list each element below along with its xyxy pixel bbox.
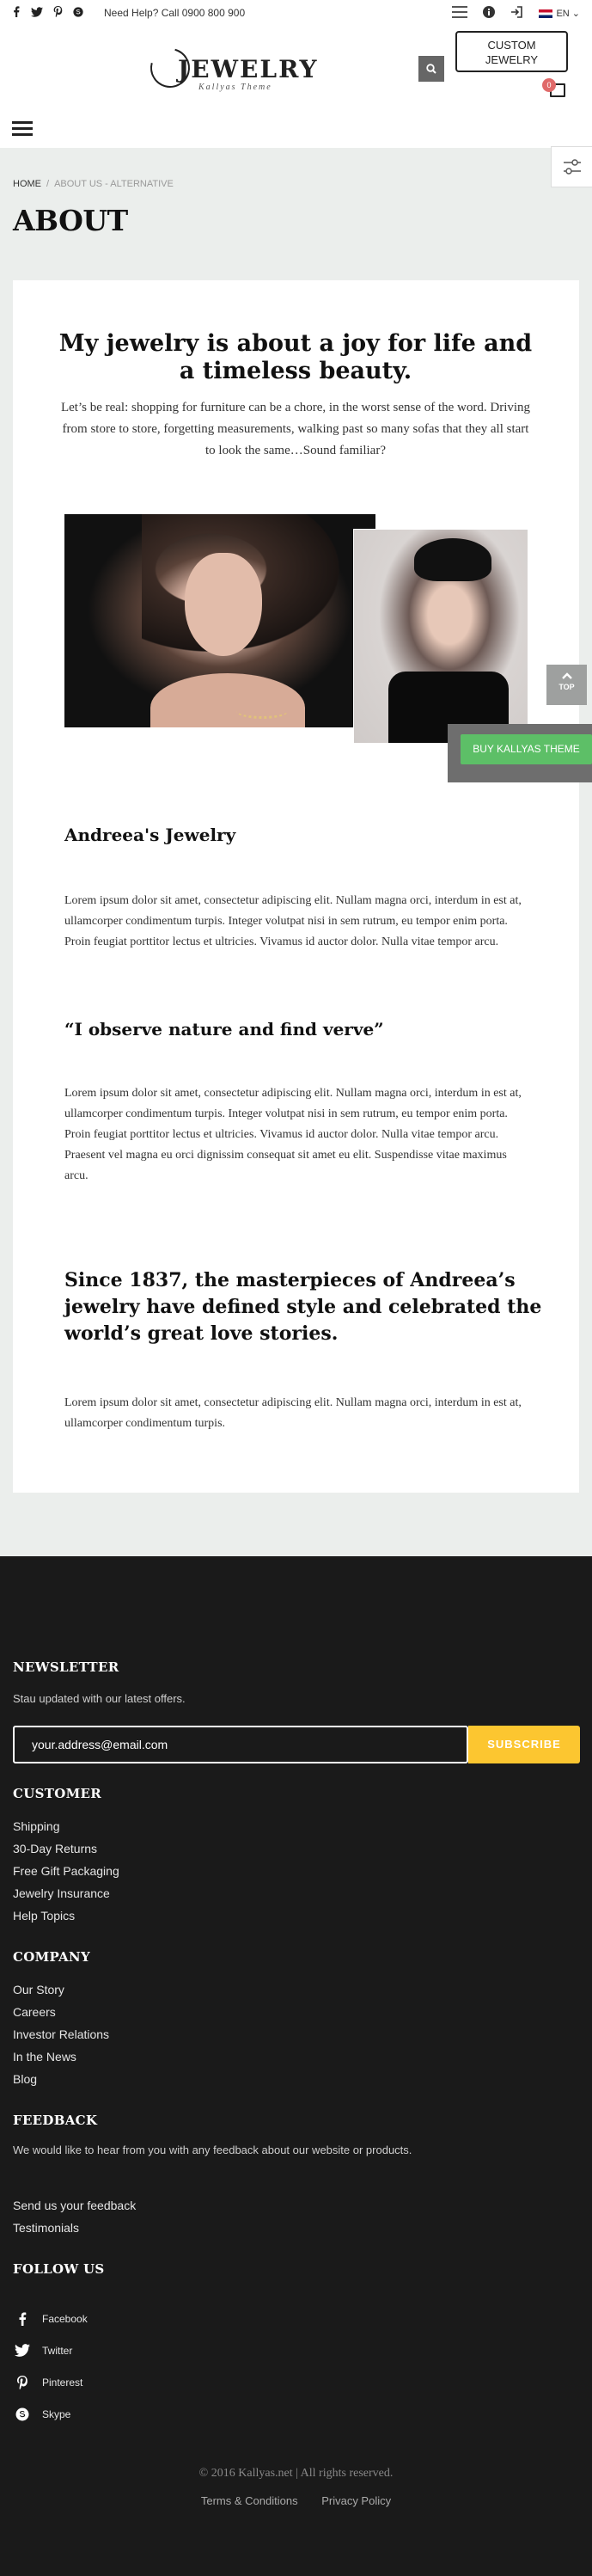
back-to-top-button[interactable]: TOP (546, 665, 587, 705)
section-text-2: Lorem ipsum dolor sit amet, consectetur adipiscing elit. Nullam magna orci, interdum in est at, ullamcorper condimentum turpis. Integer volutpat nisi in sem rutrum, eu tempor enim porta. Proin feugiat porttitor lectus et ultricies. Vivamus id auctor dolor. Nulla vitae tempor arcu. Praesent vel magna eu orci dignissim consequat sit amet eu elit. Suspendisse vitae maximus arcu. (64, 1087, 522, 1182)
info-icon[interactable] (483, 6, 495, 21)
section-text-3: Lorem ipsum dolor sit amet, consectetur adipiscing elit. Nullam magna orci, interdum in est at, ullamcorper condimentum turpis. (64, 1396, 522, 1430)
hamburger-menu-icon[interactable] (12, 121, 33, 137)
skype-icon[interactable] (73, 7, 83, 20)
footer-link-blog[interactable]: Blog (13, 2072, 38, 2086)
legal-links (0, 2494, 592, 2507)
footer-link-our-story[interactable]: Our Story (13, 1983, 64, 1996)
follow-pinterest[interactable]: Pinterest (13, 2366, 185, 2398)
chevron-up-icon (562, 672, 572, 679)
footer-link-investor-relations[interactable]: Investor Relations (13, 2027, 110, 2041)
feedback-links (13, 2194, 136, 2239)
skype-icon (13, 2405, 32, 2424)
site-logo[interactable] (150, 43, 319, 99)
customer-links (13, 1815, 119, 1927)
footer-link-gift-packaging[interactable]: Free Gift Packaging (13, 1864, 119, 1878)
login-icon[interactable] (510, 6, 523, 21)
follow-twitter[interactable]: Twitter (13, 2334, 185, 2366)
breadcrumb-current: ABOUT US - ALTERNATIVE (54, 179, 174, 189)
footer-link-help[interactable]: Help Topics (13, 1909, 76, 1923)
footer-link-careers[interactable]: Careers (13, 2005, 56, 2019)
terms-link[interactable]: Terms & Conditions (200, 2494, 298, 2507)
topbar-actions (452, 6, 580, 21)
subscribe-button[interactable]: SUBSCRIBE (468, 1726, 580, 1763)
section-title-andreeas-jewelry: Andreea's Jewelry (64, 825, 236, 845)
footer-link-send-feedback[interactable]: Send us your feedback (13, 2199, 137, 2212)
section-title-since-1837: Since 1837, the masterpieces of Andreea’s jewelry have defined style and celebrated the world’s great love stories. (64, 1269, 542, 1345)
menu-list-icon[interactable] (452, 6, 467, 21)
main-heading: My jewelry is about a joy for life and a timeless beauty. (58, 330, 533, 384)
social-icons (12, 6, 83, 20)
breadcrumb-separator: / (46, 179, 50, 189)
model-photo-small (353, 529, 528, 744)
feedback-title: FEEDBACK (13, 2113, 98, 2128)
follow-facebook[interactable]: Facebook (13, 2303, 185, 2334)
copyright-text: © 2016 Kallyas.net | All rights reserved. (198, 2467, 394, 2480)
logo-subtitle: Kallyas Theme (198, 83, 272, 92)
custom-jewelry-button[interactable]: CUSTOM JEWELRY (455, 31, 568, 72)
breadcrumb-home[interactable]: HOME (13, 179, 41, 189)
section-title-quote: “I observe nature and find verve” (64, 1019, 384, 1040)
logo-word: JEWELRY (178, 55, 319, 83)
buy-theme-panel (448, 724, 592, 782)
buy-theme-button[interactable]: BUY KALLYAS THEME (461, 734, 592, 764)
feedback-text: We would like to hear from you with any feedback about our website or products. (13, 2144, 412, 2156)
breadcrumb (13, 179, 174, 189)
chevron-down-icon: ⌄ (571, 8, 580, 19)
follow-us-title: FOLLOW US (13, 2261, 105, 2277)
company-links (13, 1978, 109, 2090)
newsletter-email-input[interactable]: your.address@email.com (13, 1726, 468, 1763)
footer-link-shipping[interactable]: Shipping (13, 1819, 60, 1833)
main-menu-bar (0, 107, 592, 148)
twitter-icon (13, 2341, 32, 2360)
customer-title: CUSTOMER (13, 1786, 101, 1801)
pinterest-icon[interactable] (53, 6, 63, 20)
footer-link-returns[interactable]: 30-Day Returns (13, 1842, 98, 1855)
footer-link-insurance[interactable]: Jewelry Insurance (13, 1886, 110, 1900)
search-icon (426, 64, 436, 74)
newsletter-text: Stau updated with our latest offers. (13, 1692, 186, 1705)
model-photo-large (64, 514, 375, 727)
search-button[interactable] (418, 56, 444, 82)
cart-count-badge: 0 (542, 78, 556, 92)
settings-sliders-icon[interactable] (551, 146, 592, 187)
lead-paragraph: Let’s be real: shopping for furniture can be a chore, in the worst sense of the word. Driving from store to store, forgetting measurements, walking past so many sofas that they all start to look the same…Sound familiar? (60, 401, 531, 457)
company-title: COMPANY (13, 1949, 90, 1965)
top-bar (0, 0, 592, 26)
privacy-link[interactable]: Privacy Policy (321, 2494, 392, 2507)
follow-skype[interactable]: Skype (13, 2398, 185, 2430)
language-selector[interactable]: EN ⌄ (539, 8, 580, 19)
help-phone-text: Need Help? Call 0900 800 900 (104, 7, 246, 19)
section-text-1: Lorem ipsum dolor sit amet, consectetur adipiscing elit. Nullam magna orci, interdum in est at, ullamcorper condimentum turpis. Integer volutpat nisi in sem rutrum, eu tempor enim porta. Proin feugiat porttitor lectus et ultricies. Vivamus id auctor dolor. Nulla vitae tempor arcu. (64, 894, 522, 948)
facebook-icon[interactable] (12, 6, 21, 20)
uk-flag-icon (539, 9, 552, 18)
footer-link-testimonials[interactable]: Testimonials (13, 2221, 80, 2235)
cart-button[interactable] (548, 79, 567, 98)
site-header (0, 26, 592, 107)
footer-link-in-the-news[interactable]: In the News (13, 2050, 76, 2064)
facebook-icon (13, 2309, 32, 2328)
pinterest-icon (13, 2373, 32, 2392)
page-title: ABOUT (13, 204, 128, 237)
follow-us-links (13, 2303, 185, 2430)
twitter-icon[interactable] (31, 7, 43, 20)
newsletter-title: NEWSLETTER (13, 1659, 119, 1675)
